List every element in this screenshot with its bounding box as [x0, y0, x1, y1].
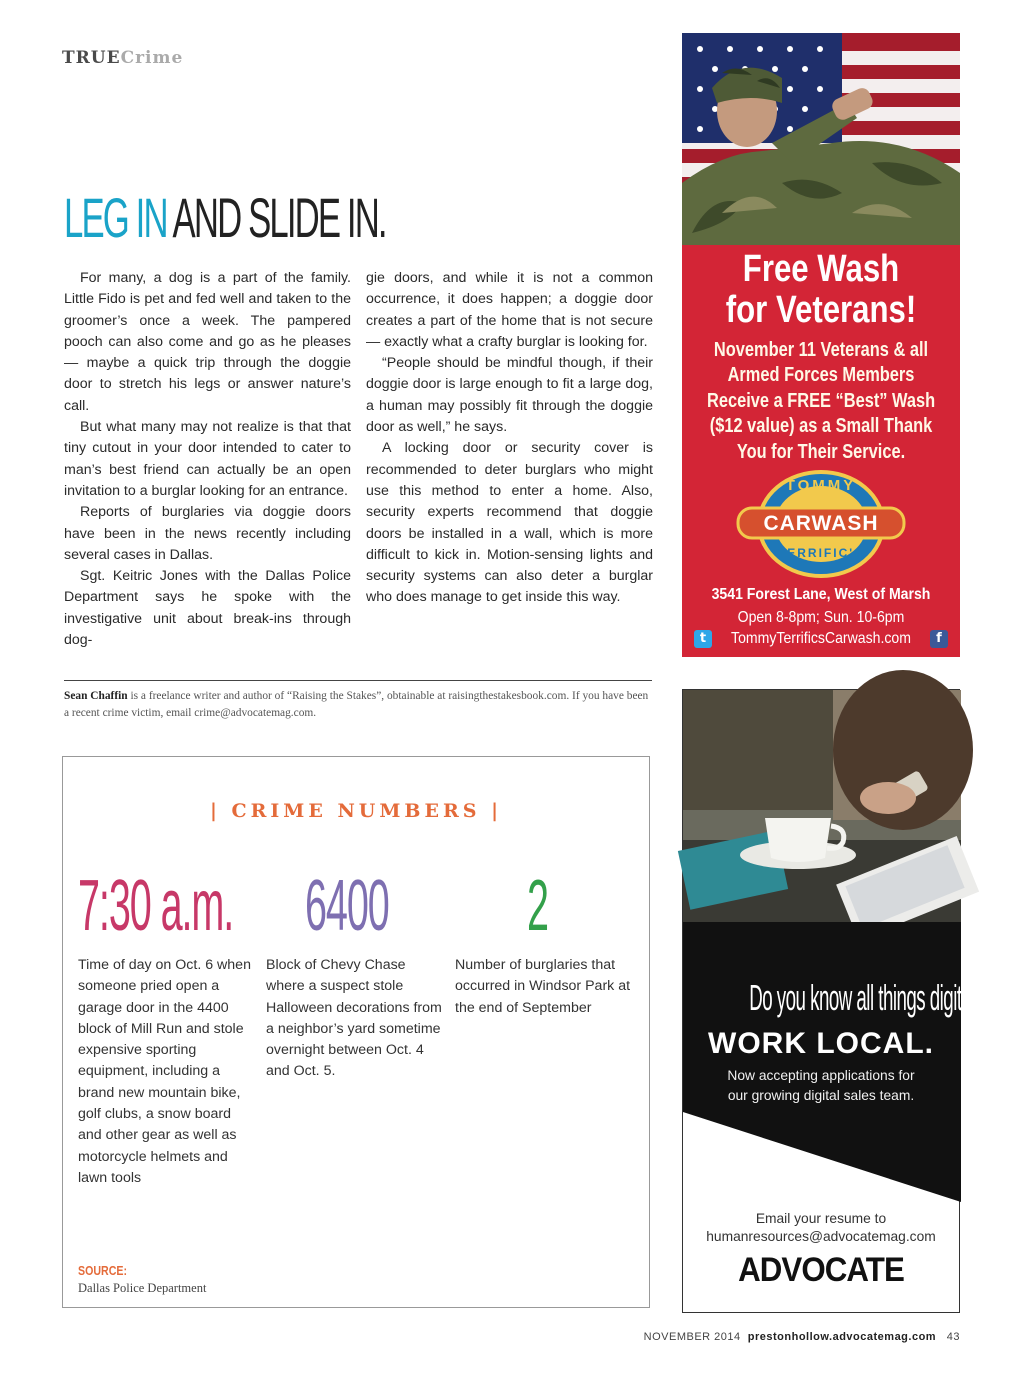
paragraph: “People should be mindful though, if their doggie door is large enough to fit a large dog, a human may possibly fit through the doggie door as well,” he says.: [366, 355, 653, 436]
paragraph: Sgt. Keitric Jones with the Dallas Police Department says he spoke with the investigative unit about break-ins through dog-: [64, 568, 351, 649]
article-column-2: [366, 268, 653, 609]
advocate-logo: ADVOCATE: [738, 1251, 904, 1289]
crime-number-1: 7:30 a.m.: [78, 866, 234, 946]
crime-description-1: Time of day on Oct. 6 when someone pried open a garage door in the 4400 block of Mill Run and stole expensive sporting equipment, including a brand new mountain bike, golf clubs, a snow board and other gear as well as motorcycle helmets and lawn tools: [78, 957, 251, 1186]
paragraph: For many, a dog is a part of the family. Little Fido is pet and fed well and taken to the groomer’s once a week. The pampered pooch can also come and go as he pleases — maybe a quick trip through the doggie door to stretch his legs or answer nature’s call.: [64, 270, 351, 414]
section-label-true: TRUE: [62, 48, 121, 68]
section-label: [62, 48, 183, 68]
page-number: 43: [946, 1331, 960, 1343]
ad-headline-2: for Veterans!: [725, 289, 917, 331]
veterans-carwash-ad[interactable]: [682, 33, 960, 657]
crime-numbers-title: | CRIME NUMBERS |: [209, 800, 502, 822]
ad-line: Receive a FREE “Best” Wash: [707, 390, 936, 412]
author-name: Sean Chaffin: [64, 690, 128, 702]
ad-line: Armed Forces Members: [727, 364, 915, 386]
ad-question: Do you know all things digital?: [749, 977, 985, 1018]
carwash-address: 3541 Forest Lane, West of Marsh: [711, 586, 931, 603]
paragraph: Reports of burglaries via doggie doors have been in the news recently including several cases in Dallas.: [64, 504, 351, 563]
footer-site[interactable]: prestonhollow.advocatemag.com: [747, 1331, 937, 1343]
source-value: Dallas Police Department: [78, 1281, 207, 1295]
headline-part1: LEG IN: [64, 186, 167, 249]
digital-sales-ad[interactable]: [682, 689, 985, 1313]
author-bio-text: is a freelance writer and author of “Raising the Stakes”, obtainable at raisingthestakesbook.com. If you have been a recent crime victim, email crime@advocatemag.com.: [64, 690, 649, 719]
headline: [64, 186, 386, 250]
paragraph: But what many may not realize is that that tiny cutout in your door intended to cater to man’s best friend can actually be an open invitation to a burglar looking for an entrance.: [64, 419, 351, 499]
ad-headline: WORK LOCAL.: [708, 1027, 934, 1060]
crime-description-2: Block of Chevy Chase where a suspect stole Halloween decorations from a neighbor’s yard sometime overnight between Oct. 4 and Oct. 5.: [266, 957, 442, 1080]
ad-email-address[interactable]: humanresources@advocatemag.com: [706, 1229, 936, 1244]
ad-email-label: Email your resume to: [755, 1211, 887, 1226]
crime-number-2: 6400: [305, 866, 389, 946]
carwash-hours: Open 8-8pm; Sun. 10-6pm: [737, 609, 905, 626]
footer-date: NOVEMBER 2014: [643, 1331, 741, 1343]
headline-part2: AND SLIDE IN.: [166, 186, 386, 249]
ad-subtext-1: Now accepting applications for: [727, 1068, 915, 1083]
logo-bottom-text: TERRIFIC'S: [777, 546, 865, 560]
facebook-icon[interactable]: f: [930, 630, 948, 648]
divider: [64, 680, 652, 681]
ad-line: November 11 Veterans & all: [713, 339, 929, 361]
page-footer: [644, 1331, 960, 1343]
soldier-saluting-photo: [682, 33, 960, 245]
source-label: SOURCE:: [78, 1264, 128, 1278]
crime-description-3: Number of burglaries that occurred in Windsor Park at the end of September: [455, 957, 631, 1016]
ad-line: You for Their Service.: [736, 441, 906, 463]
ad-subtext-2: our growing digital sales team.: [727, 1088, 915, 1103]
author-bio: [64, 688, 654, 722]
ad-line: ($12 value) as a Small Thank: [709, 415, 933, 437]
coffee-phone-photo: [683, 690, 961, 922]
ad-headline-1: Free Wash: [742, 248, 900, 290]
article-column-1: [64, 268, 351, 651]
logo-mid-text: CARWASH: [763, 512, 879, 535]
paragraph: A locking door or security cover is recommended to deter burglars who might use this method to enter a home. Also, security experts recommend that doggie doors be installed in a wall, which is more difficult to kick in. Motion-sensing lights and security systems can also deter a burglar who does manage to get inside this way.: [366, 440, 653, 606]
crime-number-3: 2: [527, 866, 548, 946]
twitter-icon[interactable]: t: [694, 630, 712, 648]
section-label-crime: Crime: [120, 48, 184, 68]
paragraph: gie doors, and while it is not a common occurrence, it does happen; a doggie door creates a part of the home that is not secure — exactly what a crafty burglar is looking for.: [366, 270, 653, 350]
logo-top-text: TOMMY: [785, 477, 857, 494]
carwash-website[interactable]: TommyTerrificsCarwash.com: [731, 630, 911, 647]
